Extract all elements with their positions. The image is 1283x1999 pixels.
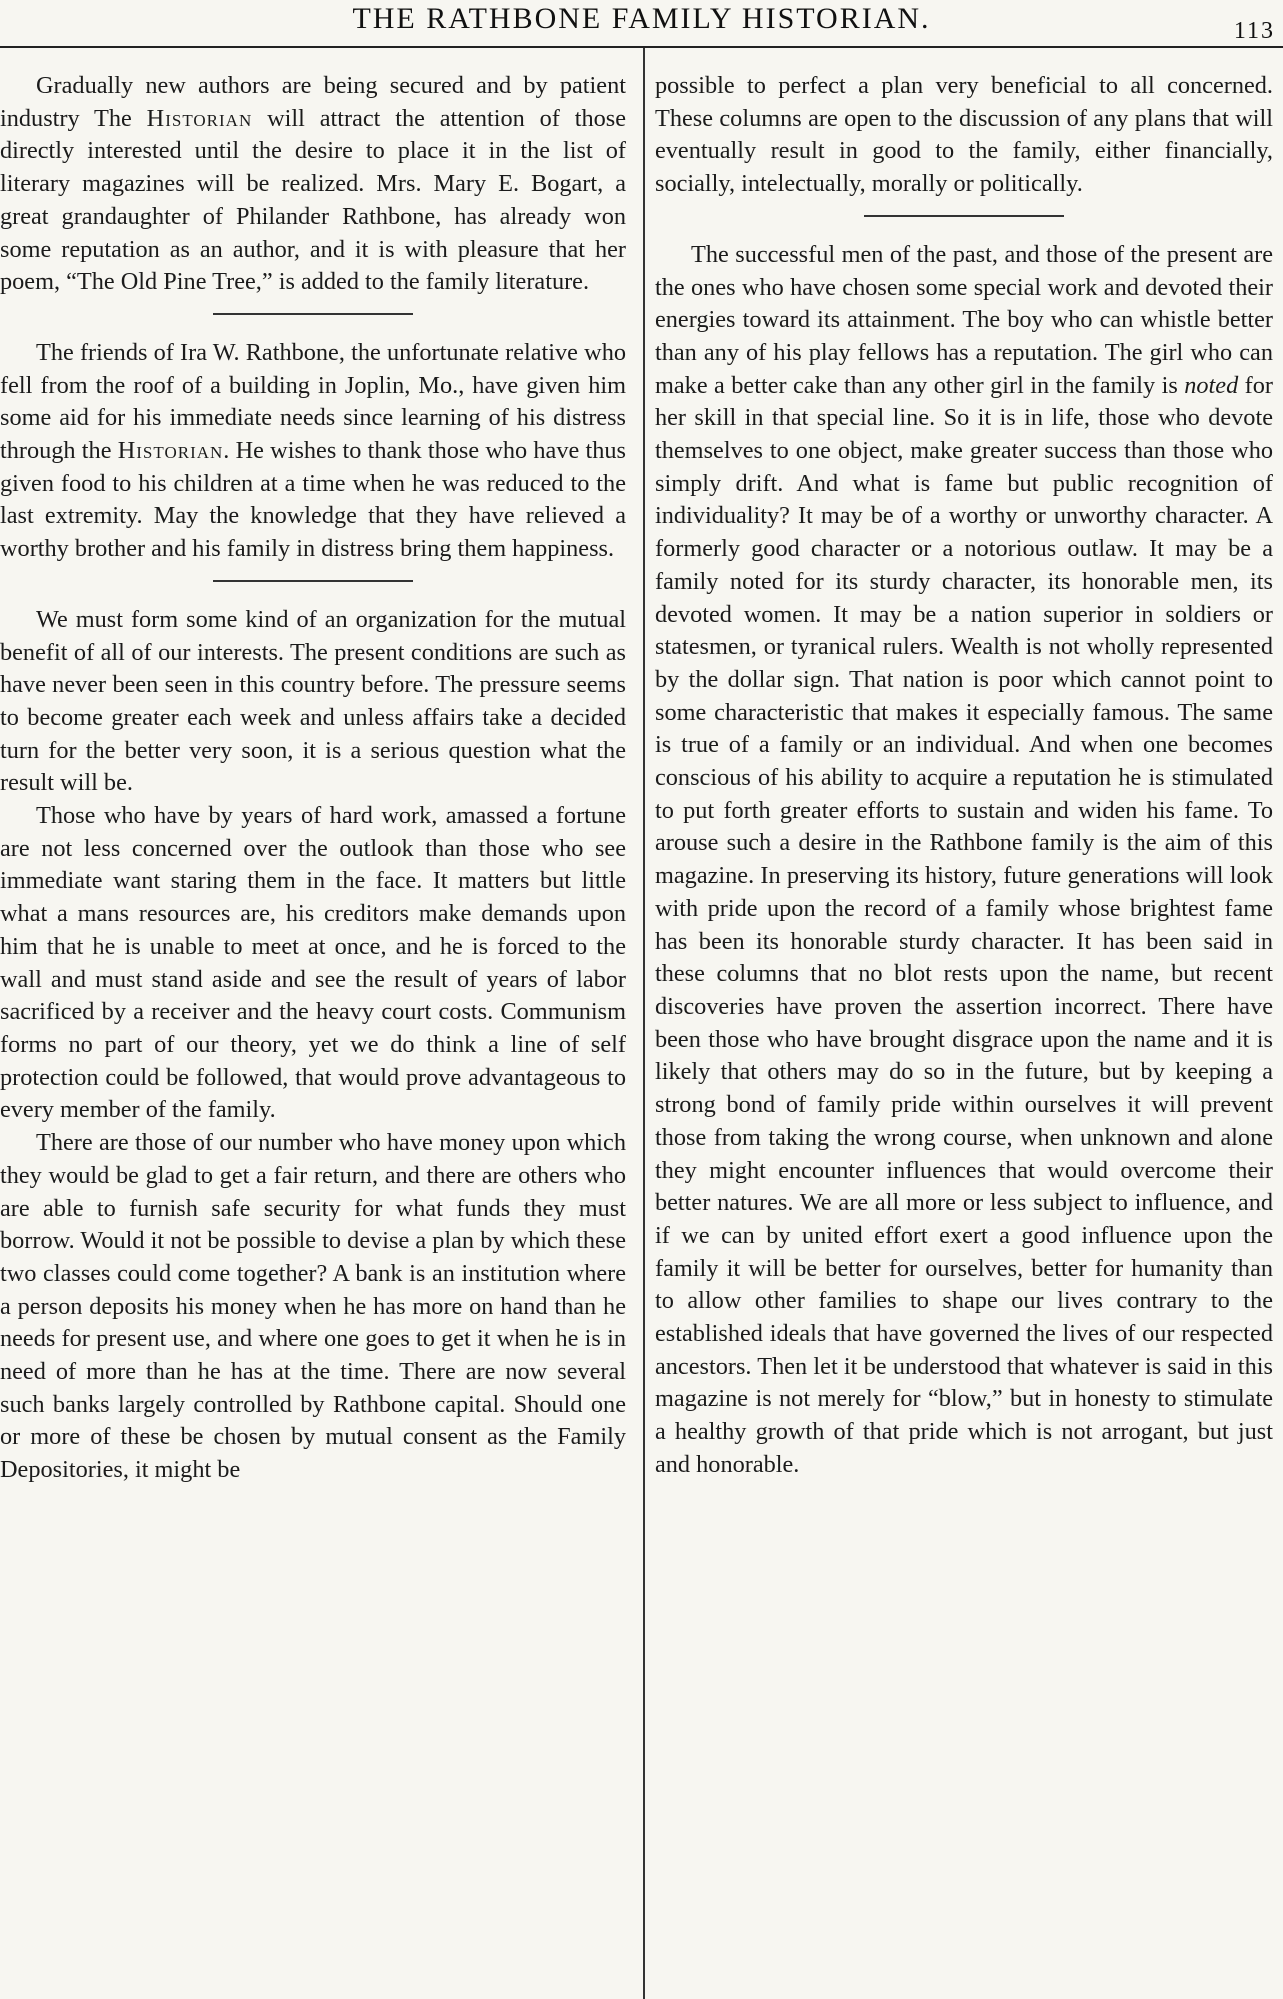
historian-title: Historian: [117, 437, 224, 465]
paragraph-new-authors: [0, 70, 626, 299]
section-separator: [213, 580, 413, 582]
paragraph-successful-men: [655, 239, 1273, 1482]
running-title: THE RATHBONE FAMILY HISTORIAN.: [352, 2, 931, 35]
text-run: The successful men of the past, and those of the present are the ones who have chosen some special work and devoted their energies toward its attainment. The boy who can whistle better than any of his play fellows has a reputation. The girl who can make a better cake than any other girl in the family is: [655, 240, 1273, 399]
page-number: 113: [1233, 18, 1275, 44]
text-run: The friends of Ira W. Rathbone, the unfortunate relative who fell from the roof of a building in Joplin, Mo., have given him some aid for his immediate needs since learning of his distress through the: [0, 338, 626, 465]
paragraph-continuation: possible to perfect a plan very beneficial to all concerned. These columns are open to the discussion of any plans that will eventually result in good to the family, either financially, socially, intelectually, morally or politically.: [655, 72, 1273, 198]
left-column: [0, 70, 626, 1487]
text-run: for her skill in that special line. So it is in life, those who devote themselves to one object, make greater success than those who simply drift. And what is fame but public recognition of individuality? It may be of a worthy or unworthy character. A formerly good character or a notorious outlaw. It may be a family noted for its sturdy character, its honorable men, its devoted women. It may be a nation superior in soldiers or statesmen, or tyranical rulers. Wealth is not wholly represented by the dollar sign. That nation is poor which cannot point to some characteristic that makes it especially famous. The same is true of a family or an individual. And when one becomes conscious of his ability to acquire a reputation he is stimulated to put forth greater efforts to sustain and widen his fame. To arouse such a desire in the Rathbone family is the aim of this magazine. In preserving its history, future generations will look with pride upon the record of a family whose brightest fame has been its honorable sturdy character. It has been said in these columns that no blot rests upon the name, but recent discoveries have proven the assertion incorrect. There have been those who have brought disgrace upon the name and it is likely that others may do so in the future, but by keeping a strong bond of family pride within ourselves it will prevent those from taking the wrong course, when unknown and alone they might encounter influences that would overcome their better natures. We are all more or less subject to influence, and if we can by united effort exert a good influence upon the family it will be better for ourselves, better for humanity than to allow other families to shape our lives contrary to the established ideals that have governed the lives of our respected ancestors. Then let it be understood that whatever is said in this magazine is not merely for “blow,” but in honesty to stimulate a healthy growth of that pride which is not arrogant, but just and honorable.: [655, 371, 1274, 1478]
paragraph-ira-rathbone: [0, 337, 626, 566]
text-run: . He wishes to thank those who have thus given food to his children at a time when he was reduced to the last extremity. May the knowledge that they have relieved a worthy brother and his family in distress bring them happiness.: [0, 437, 626, 563]
paragraph-fortune: Those who have by years of hard work, amassed a fortune are not less concerned over the outlook than those who see immediate want staring them in the face. It matters but little what a mans resources are, his creditors make demands upon him that he is unable to meet at once, and he is forced to the wall and must stand aside and see the result of years of labor sacrificed by a receiver and the heavy court costs. Communism forms no part of our theory, yet we do think a line of self protection could be followed, that would prove advantageous to every member of the family.: [0, 802, 626, 1124]
text-run: Gradually new authors are being secured and by patient industry The: [0, 72, 626, 132]
section-separator: [213, 313, 413, 315]
section-separator: [864, 215, 1064, 217]
right-column: [655, 70, 1273, 1482]
paragraph-bank: There are those of our number who have money upon which they would be glad to get a fair return, and there are others who are able to furnish safe security for what funds they must borrow. Would it not be possible to devise a plan by which these two classes could come together? A bank is an institution where a person deposits his money when he has more on hand than he needs for present use, and where one goes to get it when he is in need of more than he has at the time. There are now several such banks largely controlled by Rathbone capital. Should one or more of these be chosen by mutual consent as the Family Depositories, it might be: [0, 1129, 626, 1484]
historian-title: Historian: [146, 104, 253, 132]
paragraph-organization: We must form some kind of an organization for the mutual benefit of all of our interests. The present conditions are such as have never been seen in this country before. The pressure seems to become greater each week and unless affairs take a decided turn for the better very soon, it is a serious question what the result will be.: [0, 605, 626, 797]
text-run: will attract the attention of those directly interested until the desire to place it in the list of literary magazines will be realized. Mrs. Mary E. Bogart, a great grandaughter of Philander Rathbone, has already won some reputation as an author, and it is with pleasure that her poem, “The Old Pine Tree,” is added to the family literature.: [0, 104, 626, 296]
column-divider: [643, 48, 645, 1999]
emphasized-word: noted: [1184, 371, 1239, 399]
page-header: [0, 0, 1283, 48]
